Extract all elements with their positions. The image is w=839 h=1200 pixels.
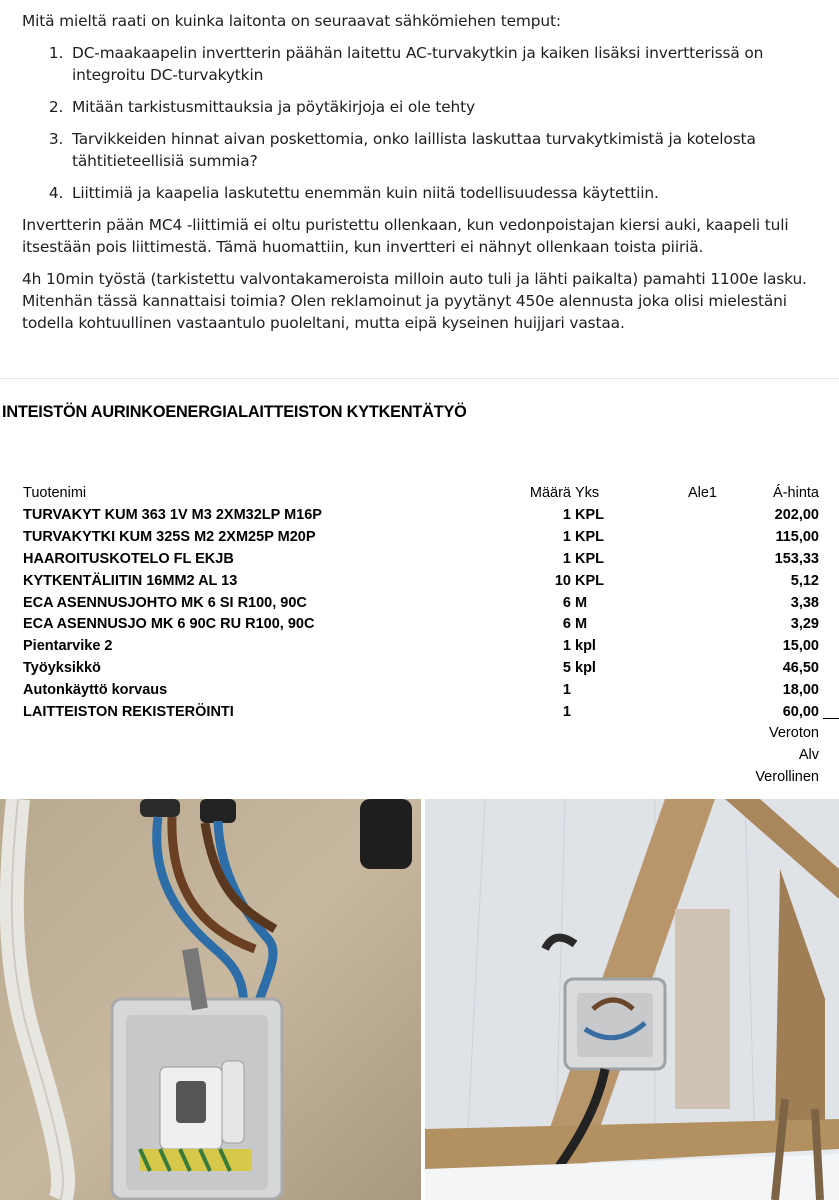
row-discount: [633, 636, 717, 658]
row-name: TURVAKYT KUM 363 1V M3 2XM32LP M16P: [23, 506, 322, 523]
row-name: TURVAKYTKI KUM 325S M2 2XM25P M20P: [23, 528, 316, 545]
row-discount: [633, 614, 717, 636]
total-net-label: Veroton: [769, 725, 819, 741]
switch-box-photo-icon: [0, 799, 421, 1200]
row-price: 46,50: [782, 660, 819, 677]
table-row: [23, 614, 819, 636]
switch-box-photo[interactable]: [0, 799, 421, 1200]
row-qty: 1: [562, 506, 571, 523]
row-name: ECA ASENNUSJO MK 6 90C RU R100, 90C: [23, 616, 315, 633]
row-unit: M: [575, 616, 588, 633]
invoice-totals: [755, 722, 819, 788]
table-row: [23, 549, 819, 571]
row-unit: KPL: [575, 506, 604, 523]
invoice-table: [23, 483, 819, 724]
row-unit: kpl: [575, 638, 596, 655]
row-price: 3,29: [790, 616, 819, 633]
row-qty: 1: [562, 682, 571, 699]
row-discount: [633, 549, 717, 571]
total-vat-label: Alv: [798, 747, 819, 763]
row-price: 18,00: [782, 682, 819, 699]
row-name: ECA ASENNUSJOHTO MK 6 SI R100, 90C: [23, 594, 307, 611]
row-price: 60,00: [782, 704, 819, 721]
row-unit: M: [575, 594, 588, 611]
post-list-item: 3. Tarvikkeiden hinnat aivan poskettomia, onko laillista laskuttaa turvakytkimistä ja kotelosta tähtitieteellisiä summia?: [68, 128, 839, 172]
row-discount: [633, 505, 717, 527]
total-gross-label: Verollinen: [755, 769, 819, 785]
row-price: 5,12: [790, 572, 819, 589]
row-qty: 1: [562, 638, 571, 655]
table-row: [23, 593, 819, 615]
post-list: [22, 42, 839, 204]
table-row: [23, 571, 819, 593]
row-discount: [633, 593, 717, 615]
header-qty: Määrä: [529, 485, 571, 501]
table-row: [23, 505, 819, 527]
header-discount: Ale1: [687, 485, 717, 501]
row-qty: 1: [562, 550, 571, 567]
post-list-item: 1. DC-maakaapelin invertterin päähän laitettu AC-turvakytkin ja kaiken lisäksi invertterissä on integroitu DC-turvakytkin: [68, 42, 839, 86]
row-unit: KPL: [575, 528, 604, 545]
table-row: [23, 527, 819, 549]
row-name: Työyksikkö: [23, 660, 101, 677]
row-name: LAITTEISTON REKISTERÖINTI: [23, 704, 234, 721]
header-unit: Yks: [575, 485, 600, 501]
row-name: Autonkäyttö korvaus: [23, 682, 168, 699]
post-body: [0, 0, 839, 380]
row-price: 153,33: [774, 550, 819, 567]
row-name: HAAROITUSKOTELO FL EKJB: [23, 550, 234, 567]
photo-gallery: [0, 797, 839, 1200]
row-qty: 1: [562, 528, 571, 545]
row-price: 15,00: [782, 638, 819, 655]
header-name: Tuotenimi: [23, 485, 87, 501]
row-qty: 6: [562, 616, 571, 633]
post-list-item: 2. Mitään tarkistusmittauksia ja pöytäkirjoja ei ole tehty: [68, 96, 839, 118]
solar-panel-junction-box-photo-icon: [425, 799, 839, 1200]
post-paragraph: 4h 10min työstä (tarkistettu valvontakameroista milloin auto tuli ja lähti paikalta) pamahti 1100e lasku. Mitenhän tässä kannattaisi toimia? Olen reklamoinut ja pyytänyt 450e alennusta joka olisi mielestäni todella kohtuullinen vastaantulo puoleltani, mutta eipä kyseinen huijjari vastaa.: [22, 270, 807, 332]
row-qty: 10: [554, 572, 571, 589]
post-list-item: 4. Liittimiä ja kaapelia laskutettu enemmän kuin niitä todellisuudessa käytettiin.: [68, 182, 839, 204]
row-qty: 6: [562, 594, 571, 611]
row-unit: [571, 680, 633, 702]
header-price: Á-hinta: [773, 485, 819, 501]
row-unit: KPL: [575, 572, 604, 589]
row-discount: [633, 658, 717, 680]
invoice-header-row: [23, 483, 819, 505]
row-discount: [633, 571, 717, 593]
table-row: [23, 636, 819, 658]
divider: [823, 718, 839, 719]
invoice-image[interactable]: [0, 379, 839, 797]
row-name: Pientarvike 2: [23, 638, 113, 655]
row-price: 3,38: [790, 594, 819, 611]
solar-panel-junction-box-photo[interactable]: [425, 799, 839, 1200]
table-row: [23, 702, 819, 724]
post-intro: Mitä mieltä raati on kuinka laitonta on seuraavat sähkömiehen temput:: [22, 12, 561, 30]
row-unit: KPL: [575, 550, 604, 567]
table-row: [23, 658, 819, 680]
row-qty: 5: [562, 660, 571, 677]
table-row: [23, 680, 819, 702]
row-qty: 1: [562, 704, 571, 721]
row-discount: [633, 680, 717, 702]
post-paragraph: Invertterin pään MC4 -liittimiä ei oltu puristettu ollenkaan, kun vedonpoistajan kiersi auki, kaapeli tuli itsestään pois liittimestä. Tämä huomattiin, kun invertteri ei nähnyt ollenkaan toista piiriä.: [22, 216, 789, 256]
row-price: 202,00: [774, 506, 819, 523]
row-discount: [633, 527, 717, 549]
row-unit: kpl: [575, 660, 596, 677]
row-price: 115,00: [775, 528, 819, 545]
row-name: KYTKENTÄLIITIN 16MM2 AL 13: [23, 572, 238, 589]
post-text: [0, 0, 839, 334]
row-unit: [571, 702, 633, 724]
invoice-title: INTEISTÖN AURINKOENERGIALAITTEISTON KYTKENTÄTYÖ: [2, 403, 467, 421]
row-discount: [633, 702, 717, 724]
